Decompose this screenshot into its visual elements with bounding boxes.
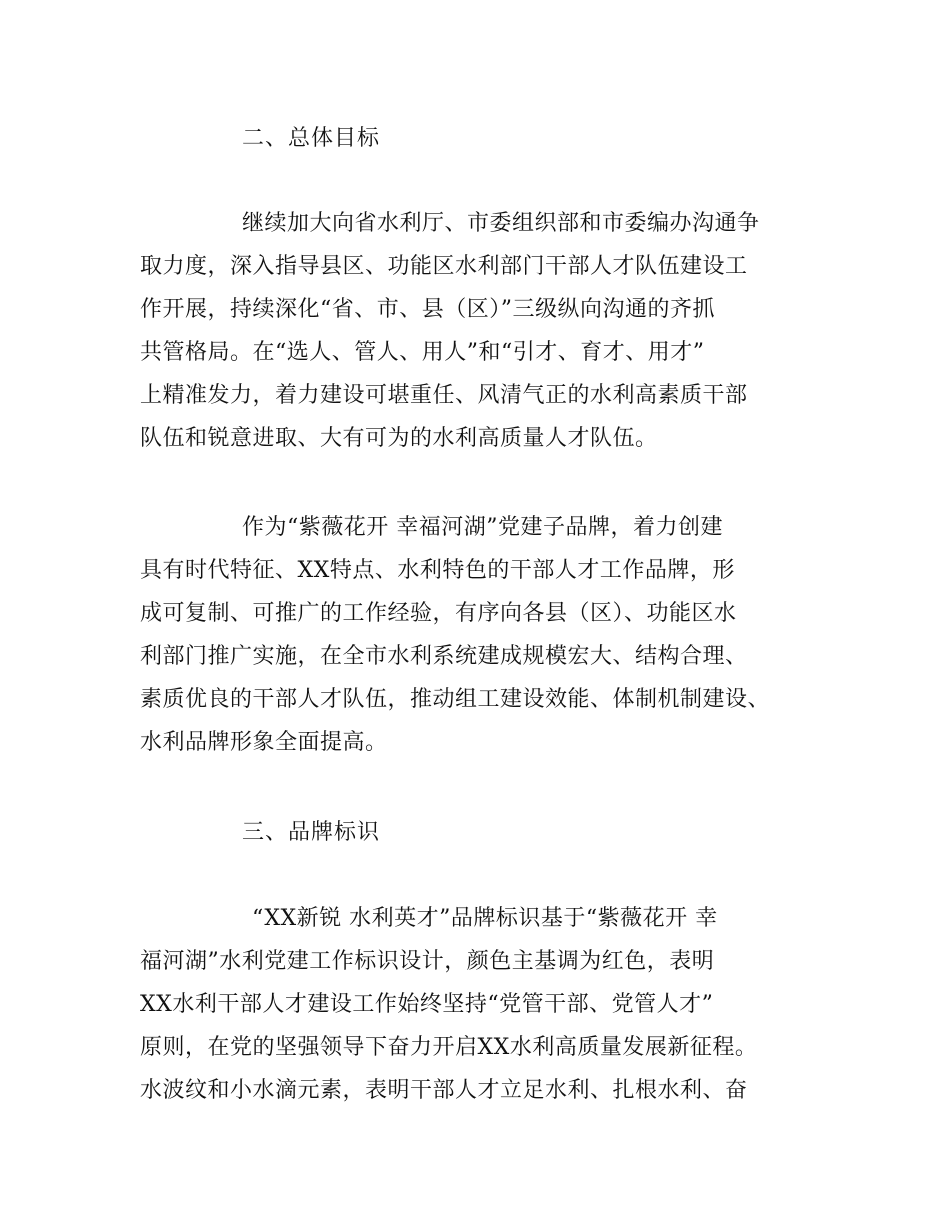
text-line: 原则，在党的坚强领导下奋力开启XX水利高质量发展新征程。	[140, 1035, 758, 1060]
paragraph-overall-goal-1	[140, 211, 830, 469]
section-heading-overall-goal: 二、总体目标	[242, 126, 381, 151]
text-line: XX水利干部人才建设工作始终坚持“党管干部、党管人才”	[140, 992, 714, 1017]
text-line: 上精准发力，着力建设可堪重任、风清气正的水利高素质干部	[140, 383, 748, 408]
text-line: 继续加大向省水利厅、市委组织部和市委编办沟通争	[242, 211, 760, 236]
paragraph-brand-logo-1	[140, 906, 830, 1121]
paragraph-overall-goal-2	[140, 515, 830, 773]
text-line: 队伍和锐意进取、大有可为的水利高质量人才队伍。	[140, 426, 658, 451]
section-heading-brand-logo: 三、品牌标识	[242, 820, 381, 845]
text-line: 素质优良的干部人才队伍，推动组工建设效能、体制机制建设、	[140, 687, 771, 712]
text-line: 取力度，深入指导县区、功能区水利部门干部人才队伍建设工	[140, 254, 748, 279]
text-line: 利部门推广实施，在全市水利系统建成规模宏大、结构合理、	[140, 644, 748, 669]
text-line: 具有时代特征、XX特点、水利特色的干部人才工作品牌，形	[140, 558, 735, 583]
text-line: 福河湖”水利党建工作标识设计，颜色主基调为红色，表明	[140, 949, 715, 974]
text-line: 作开展，持续深化“省、市、县（区）”三级纵向沟通的齐抓	[140, 297, 715, 322]
text-line: 水波纹和小水滴元素，表明干部人才立足水利、扎根水利、奋	[140, 1078, 748, 1103]
text-line: 水利品牌形象全面提高。	[140, 730, 388, 755]
text-line: 共管格局。在“选人、管人、用人”和“引才、育才、用才”	[140, 340, 705, 365]
text-line: “XX新锐 水利英才”品牌标识基于“紫薇花开 幸	[252, 906, 718, 931]
text-line: 作为“紫薇花开 幸福河湖”党建子品牌，着力创建	[242, 515, 723, 540]
text-line: 成可复制、可推广的工作经验，有序向各县（区）、功能区水	[140, 601, 737, 626]
